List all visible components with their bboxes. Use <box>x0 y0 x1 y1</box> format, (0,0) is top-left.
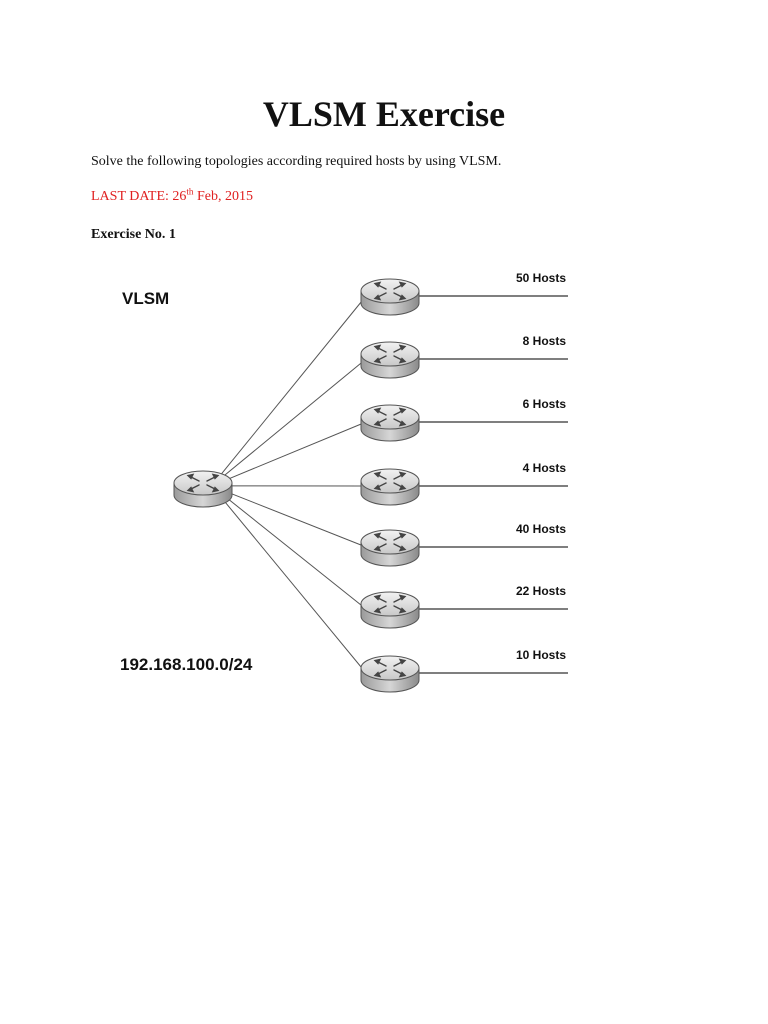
exercise-heading: Exercise No. 1 <box>91 227 176 242</box>
host-count-label: 40 Hosts <box>515 522 566 536</box>
host-count-label: 6 Hosts <box>522 397 566 411</box>
page-title: VLSM Exercise <box>262 94 506 134</box>
host-count-label: 10 Hosts <box>515 648 566 662</box>
branch-router-icon <box>361 279 419 315</box>
deadline-suffix: Feb, 2015 <box>193 189 253 204</box>
router-link <box>221 296 366 474</box>
router-link <box>221 422 366 482</box>
router-link <box>221 493 366 609</box>
branch-router-icon <box>361 592 419 628</box>
network-address-label: 192.168.100.0/24 <box>120 655 253 674</box>
branch-router-icon <box>361 342 419 378</box>
deadline-text <box>91 187 253 207</box>
deadline-prefix: LAST DATE: 26 <box>91 189 187 204</box>
network-topology-diagram <box>0 255 768 715</box>
host-count-label: 50 Hosts <box>515 271 566 285</box>
router-link <box>221 359 366 478</box>
router-link <box>221 490 366 547</box>
branch-router-icon <box>361 405 419 441</box>
intro-text: Solve the following topologies according required hosts by using VLSM. <box>91 154 502 169</box>
deadline-superscript: th <box>186 186 194 197</box>
router-links <box>221 296 366 673</box>
host-count-label: 8 Hosts <box>522 334 566 348</box>
router-link <box>221 497 366 673</box>
vlsm-label: VLSM <box>122 289 170 308</box>
branch-router-icon <box>361 656 419 692</box>
host-count-label: 4 Hosts <box>522 461 566 475</box>
core-router-icon <box>174 471 232 507</box>
branch-router-icon <box>361 469 419 505</box>
host-count-label: 22 Hosts <box>515 584 566 598</box>
host-labels <box>516 271 566 662</box>
branch-router-icon <box>361 530 419 566</box>
host-segments <box>416 296 568 673</box>
